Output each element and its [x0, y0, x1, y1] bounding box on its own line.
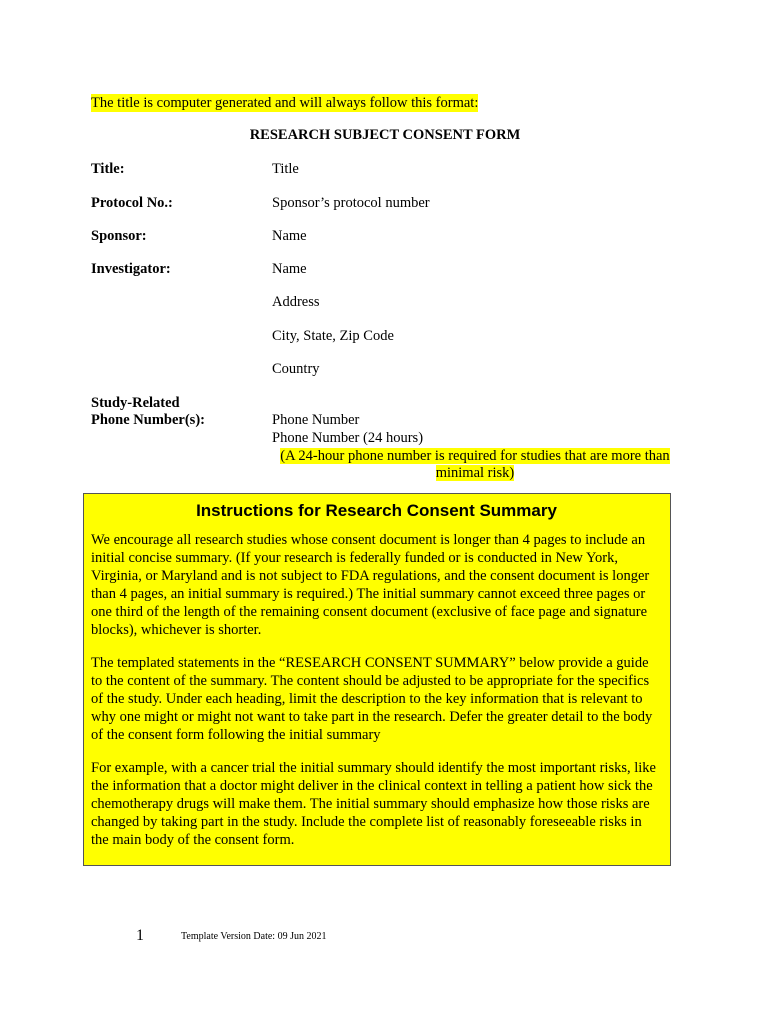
instructions-box	[83, 493, 671, 866]
instructions-heading: Instructions for Research Consent Summary	[196, 501, 557, 520]
investigator-name: Name	[272, 261, 307, 277]
title-label: Title:	[91, 161, 125, 177]
form-title: RESEARCH SUBJECT CONSENT FORM	[249, 127, 521, 143]
sponsor-value: Name	[272, 228, 307, 244]
phone-value-1: Phone Number	[272, 412, 360, 428]
template-version: Template Version Date: 09 Jun 2021	[181, 931, 327, 942]
page-number: 1	[136, 927, 144, 944]
investigator-address: Address	[272, 294, 320, 310]
investigator-label: Investigator:	[91, 261, 171, 277]
investigator-country: Country	[272, 361, 320, 377]
phone-label-line2: Phone Number(s):	[91, 412, 205, 428]
protocol-label: Protocol No.:	[91, 195, 173, 211]
phone-note	[270, 448, 680, 482]
title-value: Title	[272, 161, 299, 177]
instructions-paragraph-1: We encourage all research studies whose consent document is longer than 4 pages to include an initial concise summary. (If your research is federally funded or is conducted in New York, Virginia, or Maryland and is not subject to FDA regulations, and the consent document is longer than 4 pages, an initial summary is required.) The initial summary cannot exceed three pages or one third of the length of the remaining consent document (exclusive of face page and signature blocks), whichever is shorter.	[91, 532, 650, 638]
phone-value-2: Phone Number (24 hours)	[272, 430, 424, 446]
sponsor-label: Sponsor:	[91, 228, 147, 244]
investigator-city: City, State, Zip Code	[272, 328, 394, 344]
phone-label-line1: Study-Related	[91, 395, 180, 411]
phone-note-line1: (A 24-hour phone number is required for studies that are more than	[280, 448, 670, 464]
protocol-value: Sponsor’s protocol number	[272, 195, 430, 211]
intro-note: The title is computer generated and will always follow this format:	[91, 95, 479, 111]
instructions-paragraph-3: For example, with a cancer trial the initial summary should identify the most important risks, like the information that a doctor might deliver in the clinical context in telling a patient how sick the chemotherapy drugs will make them. The initial summary should emphasize how those risks are changed by taking part in the study. Include the complete list of reasonably foreseeable risks in the main body of the consent form.	[91, 760, 656, 848]
instructions-paragraph-2: The templated statements in the “RESEARCH CONSENT SUMMARY” below provide a guide to the content of the summary. The content should be adjusted to be appropriate for the specifics of the study. Under each heading, limit the description to the key information that is relevant to why one might or might not want to take part in the research. Defer the greater detail to the body of the consent form following the initial summary	[91, 655, 653, 743]
phone-note-line2: minimal risk)	[435, 465, 515, 481]
